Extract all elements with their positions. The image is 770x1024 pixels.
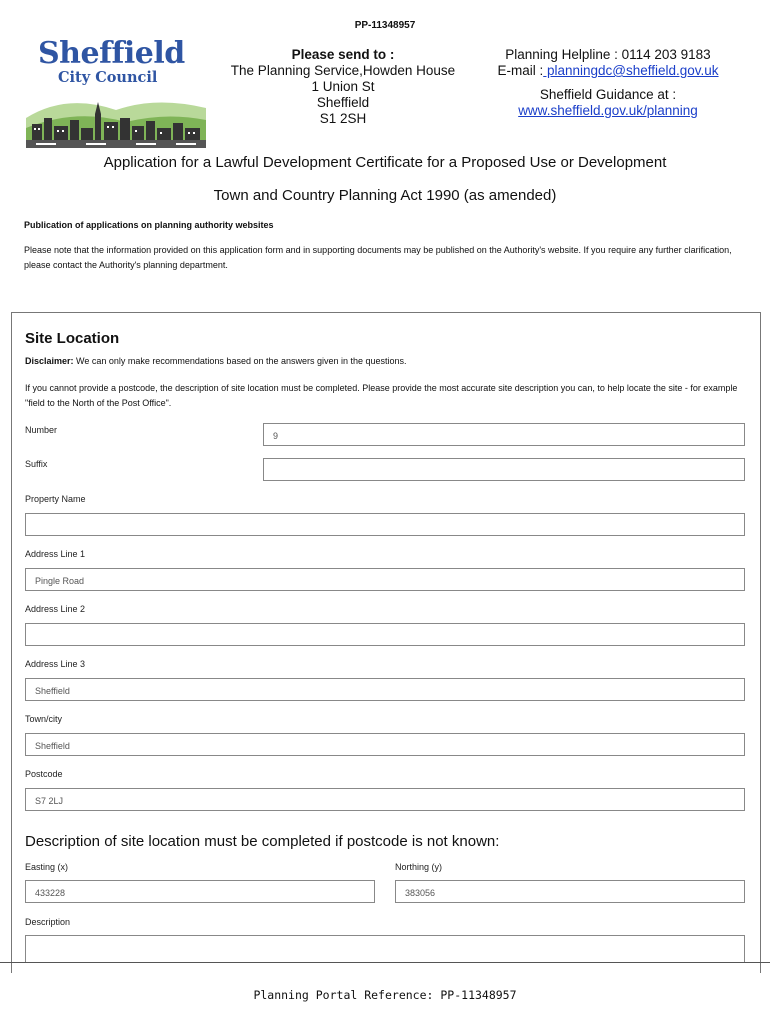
easting-label: Easting (x) (25, 862, 69, 872)
town-city-field[interactable]: Sheffield (25, 733, 745, 756)
form-title: Application for a Lawful Development Certificate for a Proposed Use or Development (103, 154, 667, 171)
disclaimer-label: Disclaimer: (25, 356, 74, 366)
send-to-line: The Planning Service,Howden House (230, 63, 456, 78)
publication-text: Please note that the information provided on this application form and in supporting documents may be published on the Authority's website. If you require any further clarification, please contact the Authority's planning department. (24, 245, 732, 270)
postcode-label: Postcode (25, 769, 63, 779)
guidance-link[interactable]: www.sheffield.gov.uk/planning (518, 103, 698, 118)
disclaimer-text: We can only make recommendations based on the answers given in the questions. (73, 356, 407, 366)
northing-field[interactable]: 383056 (395, 880, 745, 903)
description-label: Description (25, 917, 71, 927)
email-label: E-mail : (497, 63, 544, 78)
reference-number-top: PP-11348957 (354, 20, 416, 31)
guidance-label: Sheffield Guidance at : (539, 87, 677, 102)
property-name-label: Property Name (25, 494, 86, 504)
planning-helpline-block (478, 47, 738, 119)
send-to-address (218, 47, 468, 127)
publication-heading: Publication of applications on planning authority websites (24, 220, 274, 230)
address-line-1-label: Address Line 1 (25, 549, 86, 559)
form-subtitle: Town and Country Planning Act 1990 (as amended) (213, 187, 557, 204)
northing-label: Northing (y) (395, 862, 443, 872)
disclaimer (25, 356, 407, 366)
sheffield-city-council-logo (26, 36, 206, 148)
send-to-heading: Please send to : (291, 47, 395, 62)
section-title-site-location: Site Location (25, 330, 120, 347)
address-line-3-field[interactable]: Sheffield (25, 678, 745, 701)
send-to-line: S1 2SH (319, 111, 367, 126)
description-heading: Description of site location must be completed if postcode is not known: (25, 833, 500, 850)
easting-field[interactable]: 433228 (25, 880, 375, 903)
address-line-2-field[interactable] (25, 623, 745, 646)
postcode-field[interactable]: S7 2LJ (25, 788, 745, 811)
property-name-field[interactable] (25, 513, 745, 536)
city-skyline-icon (26, 88, 206, 148)
email-link[interactable]: planningdc@sheffield.gov.uk (543, 63, 719, 78)
number-field[interactable]: 9 (263, 423, 745, 446)
description-field[interactable] (25, 935, 745, 963)
site-location-note: If you cannot provide a postcode, the description of site location must be completed. Please provide the most accurate site description you can, to help locate the site - for example "field to the North of the Post Office". (25, 383, 738, 408)
suffix-label: Suffix (25, 459, 48, 469)
send-to-line: Sheffield (316, 95, 370, 110)
helpline-phone: Planning Helpline : 0114 203 9183 (505, 47, 711, 62)
number-label: Number (25, 425, 58, 435)
address-line-1-field[interactable]: Pingle Road (25, 568, 745, 591)
town-city-label: Town/city (25, 714, 63, 724)
logo-text-city-council: City Council (58, 69, 158, 86)
suffix-field[interactable] (263, 458, 745, 481)
address-line-3-label: Address Line 3 (25, 659, 86, 669)
send-to-line: 1 Union St (311, 79, 375, 94)
footer-reference: Planning Portal Reference: PP-11348957 (253, 988, 517, 1002)
address-line-2-label: Address Line 2 (25, 604, 86, 614)
page-divider (0, 962, 770, 963)
logo-text-sheffield: Sheffield (38, 36, 185, 71)
